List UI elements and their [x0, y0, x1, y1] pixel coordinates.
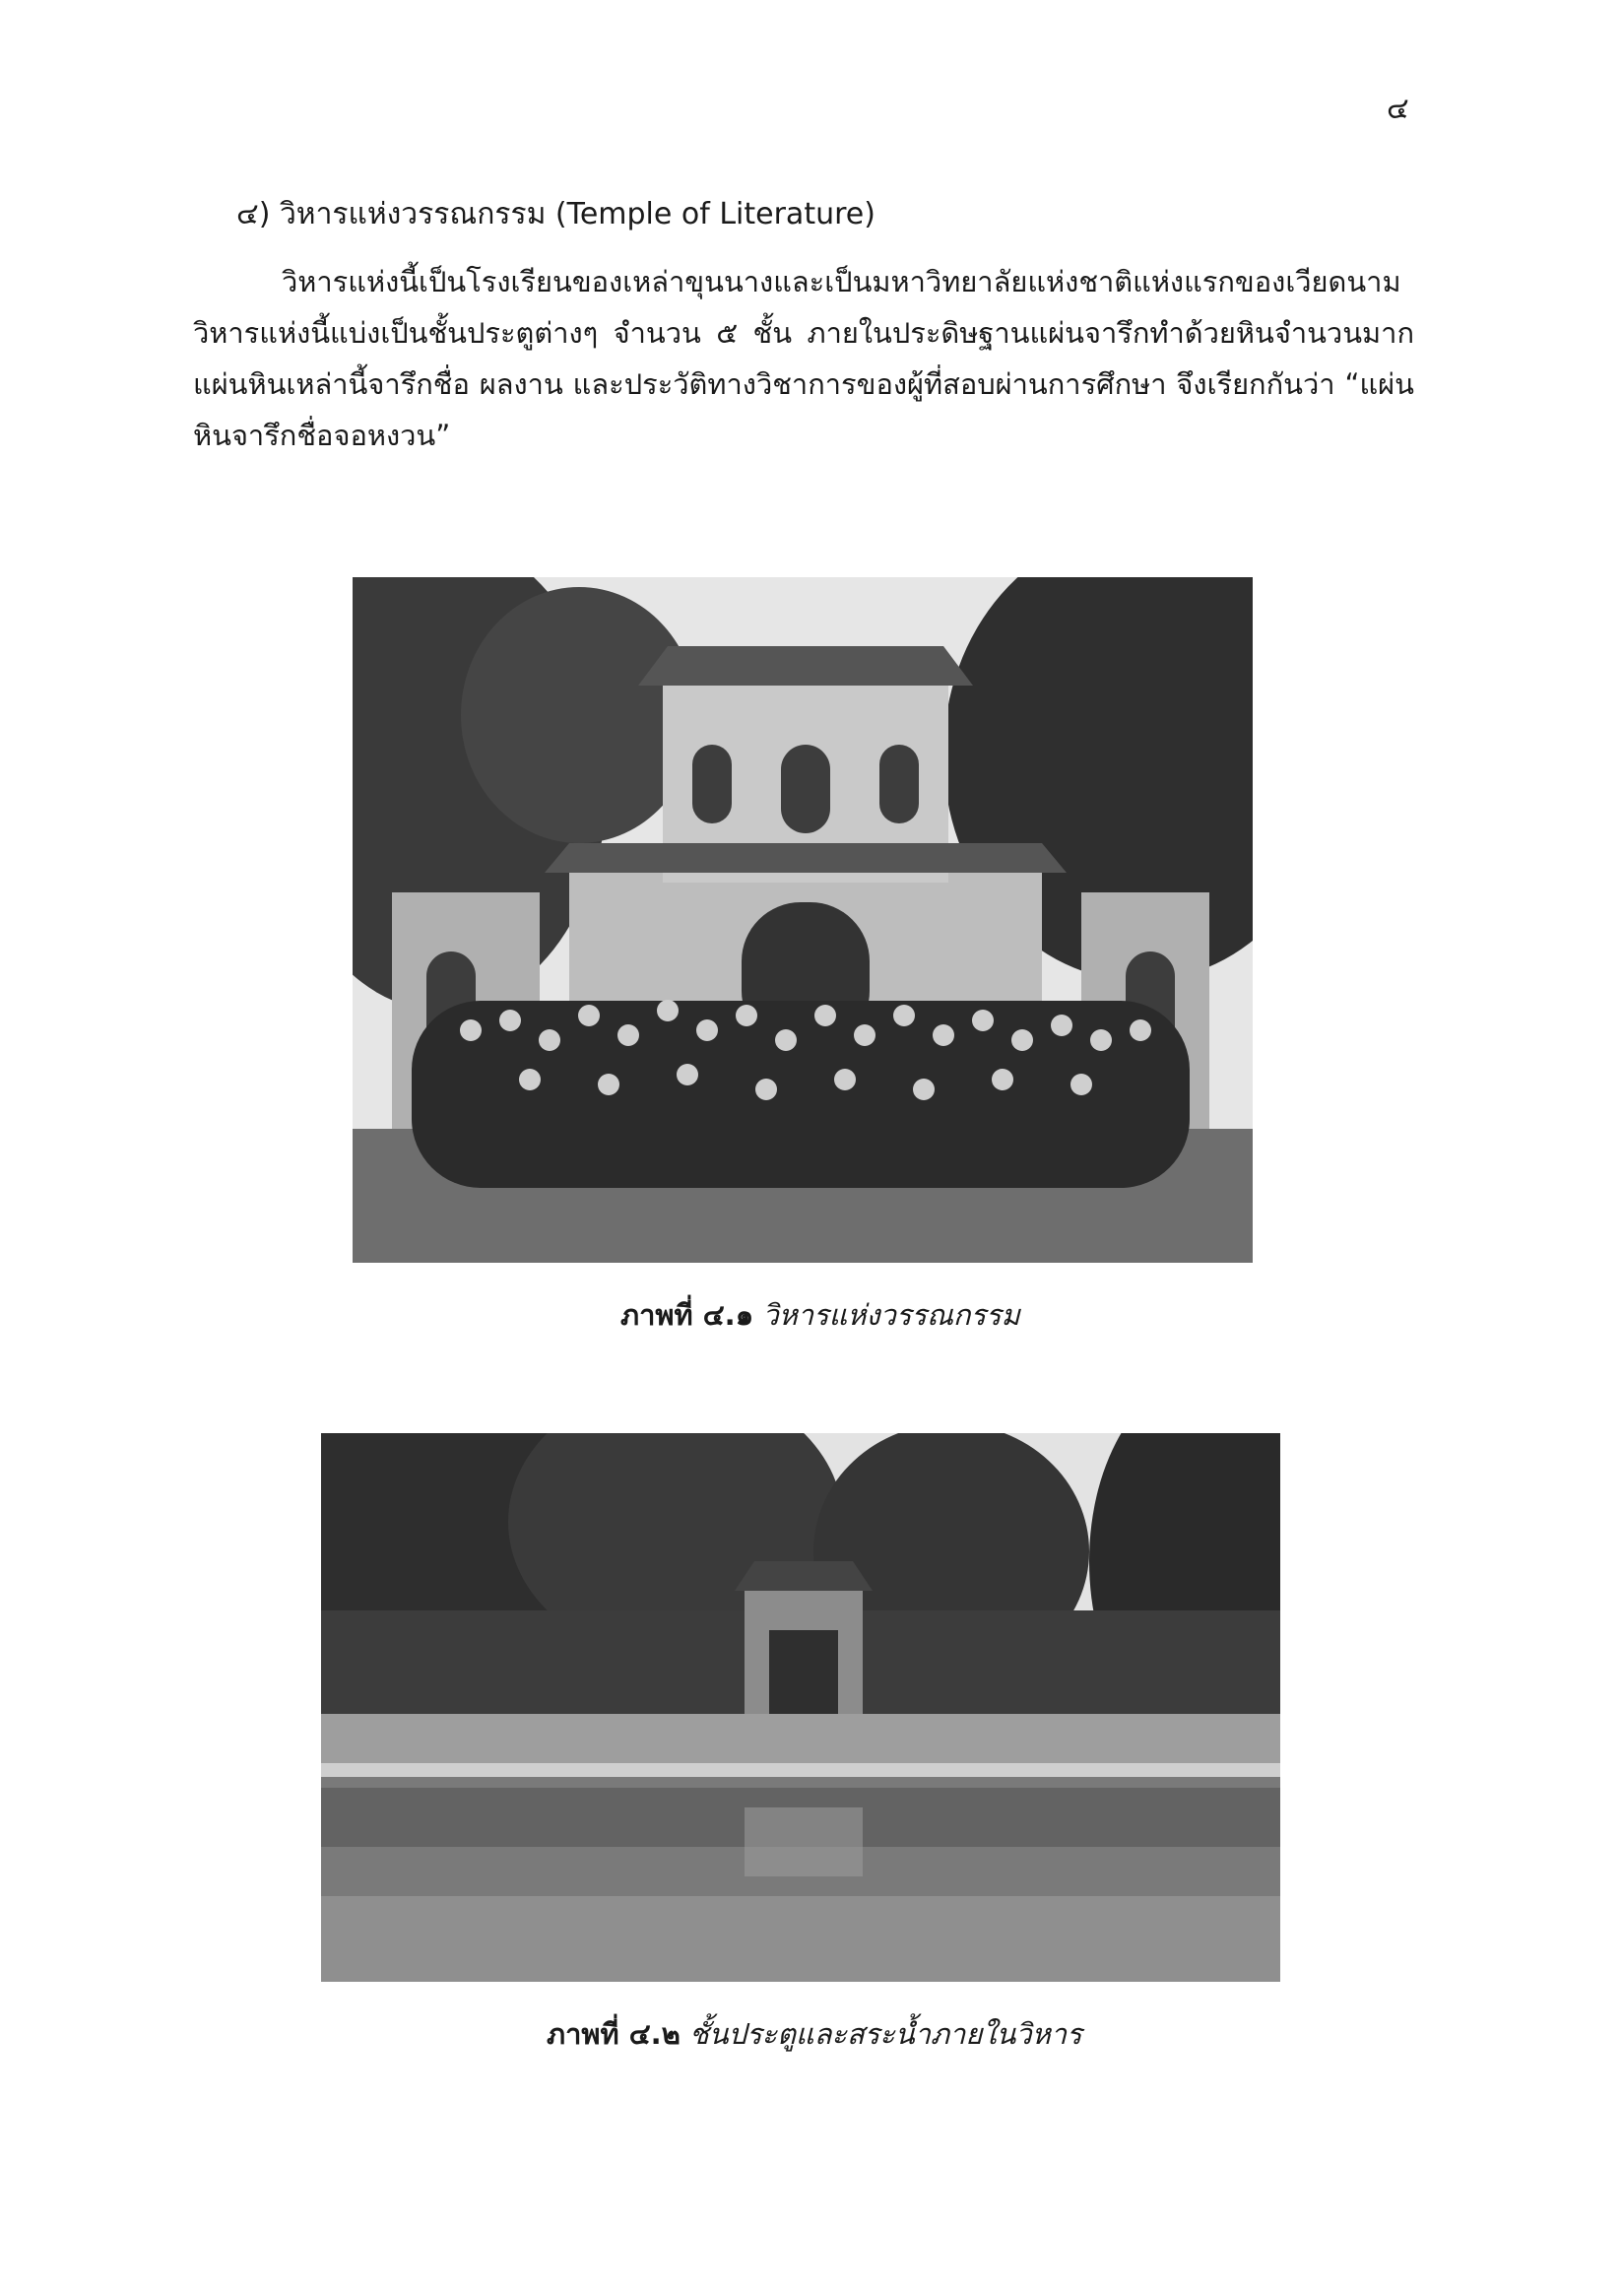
figure-2-caption-text: ชั้นประตูและสระน้ำภายในวิหาร	[689, 2017, 1082, 2051]
figure-2-photo	[321, 1433, 1280, 1982]
page-number: ๔	[1387, 92, 1409, 126]
section-heading: ๔) วิหารแห่งวรรณกรรม (Temple of Literature)	[236, 197, 875, 231]
figure-2-label: ภาพที่ ๔.๒	[547, 2017, 681, 2051]
figure-1-label: ภาพที่ ๔.๑	[620, 1298, 754, 1332]
figure-1-caption	[620, 1295, 1020, 1335]
body-paragraph-text: วิหารแห่งนี้เป็นโรงเรียนของเหล่าขุนนางและเป็นมหาวิทยาลัยแห่งชาติแห่งแรกของเวียดนาม วิหารแห่งนี้แบ่งเป็นชั้นประตูต่างๆ จำนวน ๕ ชั้น ภายในประดิษฐานแผ่นจารึกทำด้วยหินจำนวนมาก แผ่นหินเหล่านี้จารึกชื่อ ผลงาน และประวัติทางวิชาการของผู้ที่สอบผ่านการศึกษา จึงเรียกกันว่า “แผ่นหินจารึกชื่อจอหงวน”	[193, 265, 1414, 452]
figure-1-caption-text: วิหารแห่งวรรณกรรม	[762, 1298, 1020, 1332]
body-paragraph	[193, 256, 1414, 461]
figure-1-photo	[353, 577, 1253, 1263]
figure-2-caption	[547, 2014, 1082, 2054]
